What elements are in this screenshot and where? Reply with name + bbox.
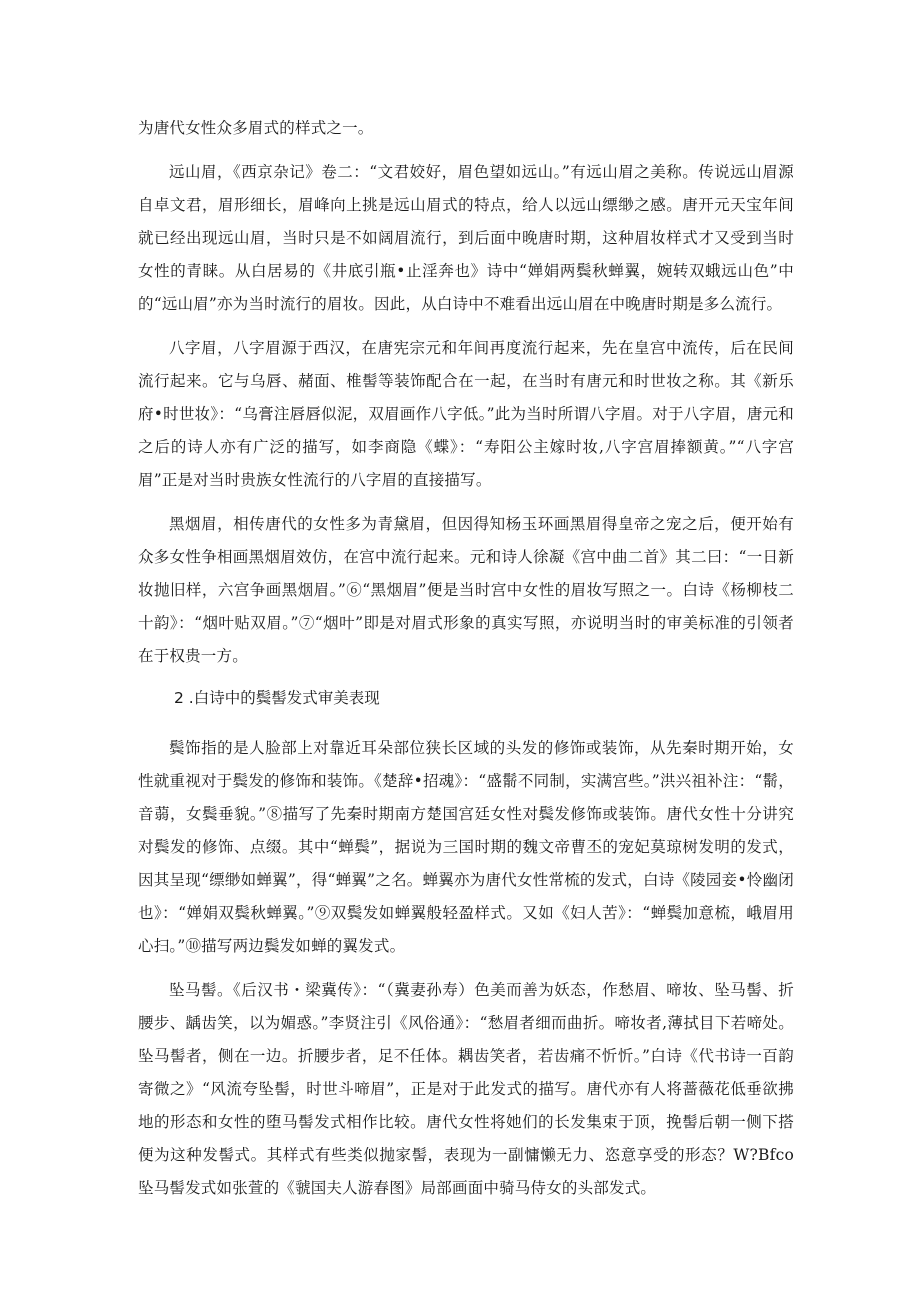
- paragraph-heiyan-eyebrow: 黑烟眉，相传唐代的女性多为青黛眉，但因得知杨玉环画黑眉得皇帝之宠之后，便开始有众多女性争相画黑烟眉效仿，在宫中流行起来。元和诗人徐凝《宫中曲二首》其二曰：“一日新妆抛旧样，六宫争画黑烟眉。”⑥“黑烟眉”便是当时宫中女性的眉妆写照之一。白诗《杨柳枝二十韵》：“烟叶贴双眉。”⑦“烟叶”即是对眉式形象的真实写照，亦说明当时的审美标准的引领者在于权贵一方。: [138, 515, 794, 665]
- paragraph-yuanshan-eyebrow: 远山眉，《西京杂记》卷二：“文君姣好，眉色望如远山。”有远山眉之美称。传说远山眉源自卓文君，眉形细长，眉峰向上挑是远山眉式的特点，给人以远山缥缈之感。唐开元天宝年间就已经出现远山眉，当时只是不如阔眉流行，到后面中晚唐时期，这种眉妆样式才又受到当时女性的青睐。从白居易的《井底引瓶•止淫奔也》诗中“婵娟两鬓秋蝉翼，婉转双蛾远山色”中的“远山眉”亦为当时流行的眉妆。因此，从白诗中不难看出远山眉在中晚唐时期是多么流行。: [138, 163, 794, 313]
- paragraph-temple-hair: 鬓饰指的是人脸部上对靠近耳朵部位狭长区域的头发的修饰或装饰，从先秦时期开始，女性就重视对于鬓发的修饰和装饰。《楚辞•招魂》：“盛鬋不同制，实满宫些。”洪兴祖补注：“鬋，音蒻，女鬓垂貌。”⑧描写了先秦时期南方楚国宫廷女性对鬓发修饰或装饰。唐代女性十分讲究对鬓发的修饰、点缀。其中“蝉鬓”，据说为三国时期的魏文帝曹丕的宠妃莫琼树发明的发式，因其呈现“缥缈如蝉翼”，得“蝉翼”之名。蝉翼亦为唐代女性常梳的发式，白诗《陵园妾•怜幽闭也》：“婵娟双鬓秋蝉翼。”⑨双鬓发如蝉翼般轻盈样式。又如《妇人苦》：“蝉鬓加意梳，峨眉用心扫。”⑩描写两边鬓发如蝉的翼发式。: [138, 739, 794, 955]
- paragraph-continuation: 为唐代女性众多眉式的样式之一。: [138, 119, 374, 137]
- section-heading: 2 .白诗中的鬓髻发式审美表现: [174, 689, 380, 707]
- paragraph-zhuima-bun: 坠马髻。《后汉书・梁冀传》：“（冀妻孙寿）色美而善为妖态，作愁眉、啼妆、坠马髻、折腰步、龋齿笑，以为媚惑。”李贤注引《风俗通》：“愁眉者细而曲折。啼妆者,薄拭目下若啼处。坠马髻者，侧在一边。折腰步者，足不任体。耦齿笑者，若齿痛不忻忻。”白诗《代书诗一百韵寄微之》“风流夸坠髻，时世斗啼眉”，正是对于此发式的描写。唐代亦有人将蔷薇花低垂欲拂地的形态和女性的堕马髻发式相作比较。唐代女性将她们的长发集束于顶，挽髻后朝一侧下搭便为这种发髻式。其样式有些类似抛家髻，表现为一副慵懒无力、恣意享受的形态？W?Bfco坠马髻发式如张萱的《虢国夫人游春图》局部画面中骑马侍女的头部发式。: [138, 981, 794, 1197]
- paragraph-bazi-eyebrow: 八字眉，八字眉源于西汉，在唐宪宗元和年间再度流行起来，先在皇宫中流传，后在民间流行起来。它与乌唇、赭面、椎髻等装饰配合在一起，在当时有唐元和时世妆之称。其《新乐府•时世妆》：“乌膏注唇唇似泥，双眉画作八字低。”此为当时所谓八字眉。对于八字眉，唐元和之后的诗人亦有广泛的描写，如李商隐《蝶》：“寿阳公主嫁时妆,八字宫眉捧额黄。”“八字宫眉”正是对当时贵族女性流行的八字眉的直接描写。: [138, 339, 794, 489]
- document-page: [138, 112, 794, 1205]
